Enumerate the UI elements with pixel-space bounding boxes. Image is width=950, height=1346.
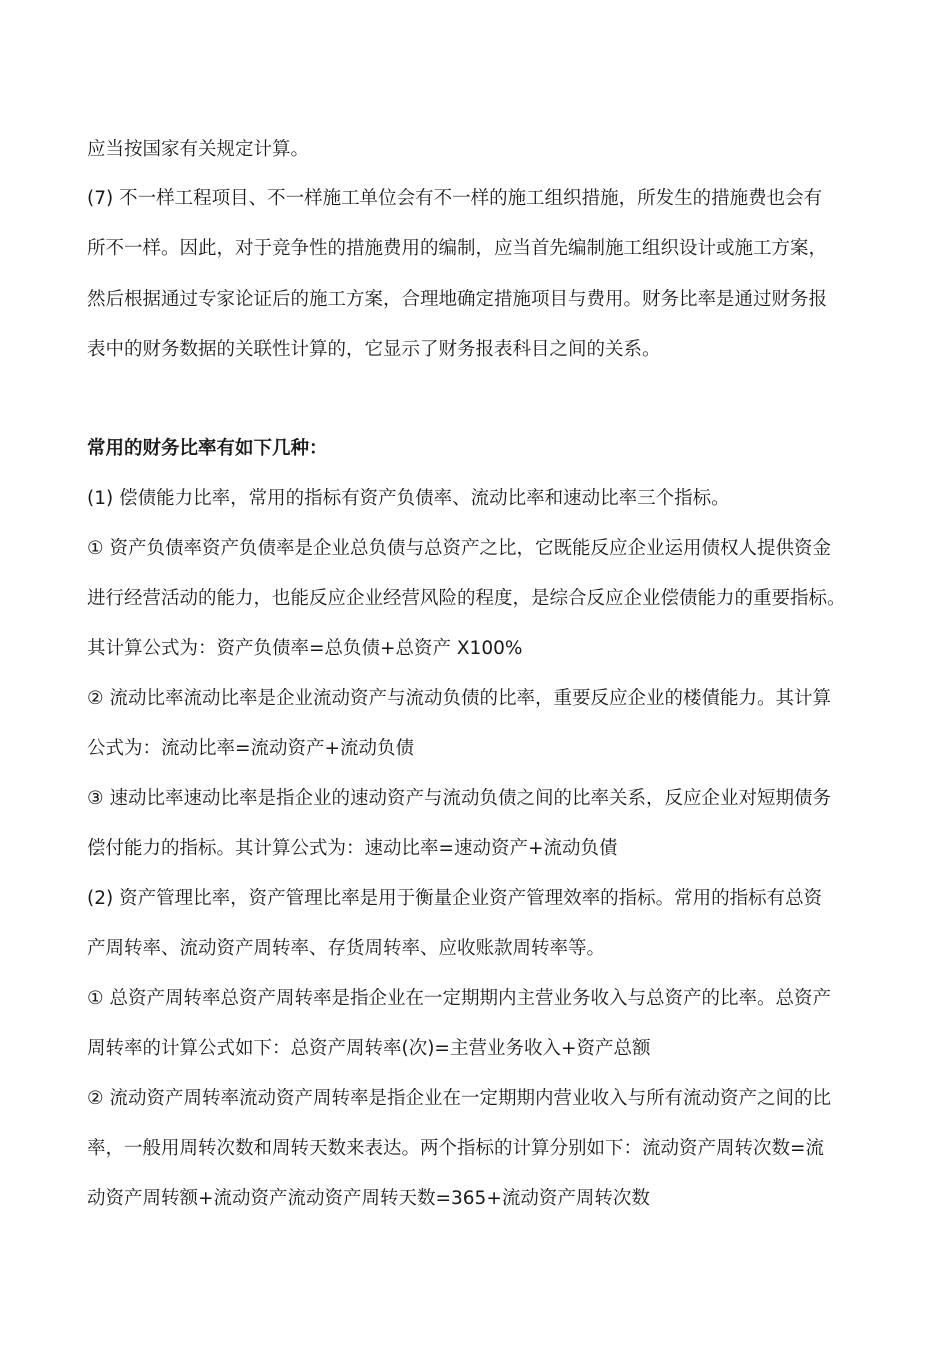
paragraph-line: 进行经营活动的能力，也能反应企业经营风险的程度，是综合反应企业偿债能力的重要指标。	[87, 588, 846, 609]
paragraph-line: 然后根据通过专家论证后的施工方案，合理地确定措施项目与费用。财务比率是通过财务报	[87, 289, 828, 310]
paragraph-line: 公式为：流动比率=流动资产+流动负债	[87, 738, 415, 759]
paragraph-line: (2) 资产管理比率，资产管理比率是用于衡量企业资产管理效率的指标。常用的指标有总资	[87, 888, 823, 909]
paragraph-line: 周转率的计算公式如下：总资产周转率(次)=主营业务收入+资产总额	[87, 1038, 651, 1059]
section-heading: 常用的财务比率有如下几种：	[87, 438, 328, 459]
paragraph-line: 应当按国家有关规定计算。	[87, 139, 310, 160]
paragraph-line: 率，一般用周转次数和周转天数来表达。两个指标的计算分别如下：流动资产周转次数=流	[87, 1138, 825, 1159]
paragraph-line: ① 资产负债率资产负债率是企业总负债与总资产之比，它既能反应企业运用债权人提供资金	[87, 538, 831, 559]
paragraph-line: (7) 不一样工程项目、不一样施工单位会有不一样的施工组织措施，所发生的措施费也会有	[87, 188, 823, 209]
paragraph-line: (1) 偿债能力比率，常用的指标有资产负债率、流动比率和速动比率三个指标。	[87, 488, 730, 509]
paragraph-line: 动资产周转额+流动资产流动资产周转天数=365+流动资产周转次数	[87, 1188, 650, 1209]
paragraph-line: ① 总资产周转率总资产周转率是指企业在一定期期内主营业务收入与总资产的比率。总资产	[87, 988, 831, 1009]
paragraph-line: ② 流动资产周转率流动资产周转率是指企业在一定期期内营业收入与所有流动资产之间的比	[87, 1088, 831, 1109]
paragraph-line: ③ 速动比率速动比率是指企业的速动资产与流动负债之间的比率关系，反应企业对短期债务	[87, 788, 831, 809]
paragraph-line: 表中的财务数据的关联性计算的，它显示了财务报表科目之间的关系。	[87, 339, 661, 360]
paragraph-line: ② 流动比率流动比率是企业流动资产与流动负债的比率，重要反应企业的楼債能力。其计算	[87, 688, 831, 709]
paragraph-line: 所不一样。因此，对于竞争性的措施费用的编制，应当首先编制施工组织设计或施工方案，	[87, 238, 828, 259]
paragraph-line: 其计算公式为：资产负债率=总负债+总资产 X100%	[87, 638, 523, 659]
paragraph-line: 产周转率、流动资产周转率、存货周转率、应收账款周转率等。	[87, 938, 606, 959]
paragraph-line: 偿付能力的指标。其计算公式为：速动比率=速动资产+流动负債	[87, 838, 618, 859]
